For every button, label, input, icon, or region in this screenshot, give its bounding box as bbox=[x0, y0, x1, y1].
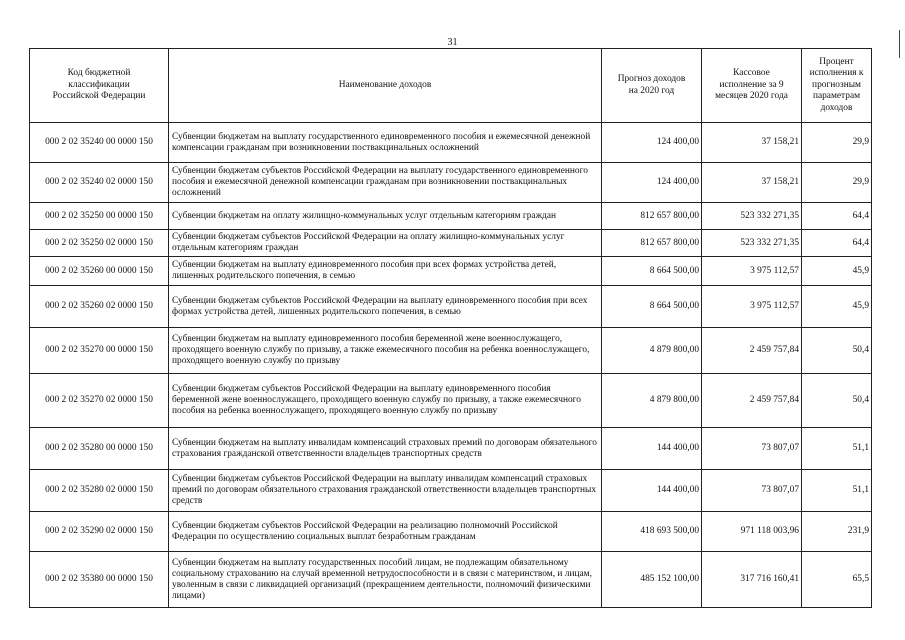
table-row bbox=[30, 552, 872, 608]
cell-name: Субвенции бюджетам субъектов Российской Федерации на выплату единовременного пособия при всех формах устройства детей, лишенных родительского попечения, в семью bbox=[169, 286, 602, 328]
cell-code: 000 2 02 35240 02 0000 150 bbox=[30, 163, 169, 203]
cell-code: 000 2 02 35280 02 0000 150 bbox=[30, 470, 169, 512]
cell-code: 000 2 02 35260 00 0000 150 bbox=[30, 257, 169, 286]
cell-forecast: 8 664 500,00 bbox=[602, 257, 702, 286]
cell-percent: 64,4 bbox=[802, 230, 872, 257]
cell-forecast: 485 152 100,00 bbox=[602, 552, 702, 608]
cell-name: Субвенции бюджетам на оплату жилищно-коммунальных услуг отдельным категориям граждан bbox=[169, 203, 602, 230]
cell-forecast: 8 664 500,00 bbox=[602, 286, 702, 328]
cell-name: Субвенции бюджетам на выплату инвалидам компенсаций страховых премий по договорам обязательного страхования гражданской ответственности владельцев транспортных средств bbox=[169, 428, 602, 470]
cell-code: 000 2 02 35250 02 0000 150 bbox=[30, 230, 169, 257]
cell-percent: 29,9 bbox=[802, 123, 872, 163]
table-row bbox=[30, 428, 872, 470]
table-row bbox=[30, 512, 872, 552]
table-row bbox=[30, 286, 872, 328]
cell-cash: 2 459 757,84 bbox=[702, 374, 802, 428]
cell-percent: 45,9 bbox=[802, 257, 872, 286]
header-forecast: Прогноз доходов на 2020 год bbox=[602, 49, 702, 123]
cell-name: Субвенции бюджетам на выплату единовременного пособия беременной жене военнослужащего, проходящего военную службу по призыву, а также ежемесячного пособия на ребенка военнослужащего, проходящего военную службу по призыву bbox=[169, 328, 602, 374]
table-row bbox=[30, 203, 872, 230]
table-row bbox=[30, 257, 872, 286]
cell-percent: 29,9 bbox=[802, 163, 872, 203]
cell-percent: 65,5 bbox=[802, 552, 872, 608]
cell-percent: 45,9 bbox=[802, 286, 872, 328]
header-name: Наименование доходов bbox=[169, 49, 602, 123]
cell-code: 000 2 02 35380 00 0000 150 bbox=[30, 552, 169, 608]
cell-cash: 971 118 003,96 bbox=[702, 512, 802, 552]
header-percent: Процент исполнения к прогнозным параметрам доходов bbox=[802, 49, 872, 123]
cell-forecast: 4 879 800,00 bbox=[602, 328, 702, 374]
cell-name: Субвенции бюджетам на выплату государственного единовременного пособия и ежемесячной денежной компенсации гражданам при возникновении поствакцинальных осложнений bbox=[169, 123, 602, 163]
cell-name: Субвенции бюджетам на выплату единовременного пособия при всех формах устройства детей, лишенных родительского попечения, в семью bbox=[169, 257, 602, 286]
cell-forecast: 144 400,00 bbox=[602, 428, 702, 470]
table-row bbox=[30, 328, 872, 374]
cell-name: Субвенции бюджетам субъектов Российской Федерации на выплату единовременного пособия беременной жене военнослужащего, проходящего военную службу по призыву, а также ежемесячного пособия на ребенка военнослужащего, проходящего военную службу по призыву bbox=[169, 374, 602, 428]
cell-cash: 523 332 271,35 bbox=[702, 230, 802, 257]
header-cash: Кассовое исполнение за 9 месяцев 2020 года bbox=[702, 49, 802, 123]
cell-code: 000 2 02 35250 00 0000 150 bbox=[30, 203, 169, 230]
cell-cash: 73 807,07 bbox=[702, 470, 802, 512]
table-header-row bbox=[30, 49, 872, 123]
cell-cash: 523 332 271,35 bbox=[702, 203, 802, 230]
cell-name: Субвенции бюджетам субъектов Российской Федерации на выплату инвалидам компенсаций страховых премий по договорам обязательного страхования гражданской ответственности владельцев транспортных средств bbox=[169, 470, 602, 512]
page-number: 31 bbox=[447, 37, 458, 48]
cell-percent: 50,4 bbox=[802, 374, 872, 428]
edge-mark bbox=[899, 30, 900, 58]
cell-code: 000 2 02 35270 00 0000 150 bbox=[30, 328, 169, 374]
cell-percent: 64,4 bbox=[802, 203, 872, 230]
cell-forecast: 812 657 800,00 bbox=[602, 203, 702, 230]
cell-cash: 317 716 160,41 bbox=[702, 552, 802, 608]
cell-cash: 3 975 112,57 bbox=[702, 257, 802, 286]
cell-percent: 50,4 bbox=[802, 328, 872, 374]
table-row bbox=[30, 374, 872, 428]
cell-cash: 3 975 112,57 bbox=[702, 286, 802, 328]
cell-forecast: 124 400,00 bbox=[602, 123, 702, 163]
cell-name: Субвенции бюджетам субъектов Российской Федерации на оплату жилищно-коммунальных услуг отдельным категориям граждан bbox=[169, 230, 602, 257]
cell-code: 000 2 02 35260 02 0000 150 bbox=[30, 286, 169, 328]
cell-forecast: 812 657 800,00 bbox=[602, 230, 702, 257]
cell-forecast: 418 693 500,00 bbox=[602, 512, 702, 552]
cell-name: Субвенции бюджетам субъектов Российской Федерации на выплату государственного единовременного пособия и ежемесячной денежной компенсации гражданам при возникновении поствакцинальных осложнений bbox=[169, 163, 602, 203]
table-row bbox=[30, 230, 872, 257]
cell-percent: 231,9 bbox=[802, 512, 872, 552]
cell-cash: 37 158,21 bbox=[702, 163, 802, 203]
table-row bbox=[30, 123, 872, 163]
cell-code: 000 2 02 35270 02 0000 150 bbox=[30, 374, 169, 428]
cell-percent: 51,1 bbox=[802, 428, 872, 470]
table-row bbox=[30, 163, 872, 203]
cell-cash: 73 807,07 bbox=[702, 428, 802, 470]
cell-name: Субвенции бюджетам на выплату государственных пособий лицам, не подлежащим обязательному социальному страхованию на случай временной нетрудоспособности и в связи с материнством, и лицам, уволенным в связи с ликвидацией организаций (прекращением деятельности, полномочий физическими лицами) bbox=[169, 552, 602, 608]
cell-forecast: 4 879 800,00 bbox=[602, 374, 702, 428]
table-row bbox=[30, 470, 872, 512]
cell-cash: 2 459 757,84 bbox=[702, 328, 802, 374]
cell-code: 000 2 02 35240 00 0000 150 bbox=[30, 123, 169, 163]
revenue-table bbox=[29, 48, 872, 608]
cell-name: Субвенции бюджетам субъектов Российской Федерации на реализацию полномочий Российской Федерации по осуществлению социальных выплат безработным гражданам bbox=[169, 512, 602, 552]
cell-cash: 37 158,21 bbox=[702, 123, 802, 163]
cell-forecast: 144 400,00 bbox=[602, 470, 702, 512]
cell-code: 000 2 02 35290 02 0000 150 bbox=[30, 512, 169, 552]
cell-code: 000 2 02 35280 00 0000 150 bbox=[30, 428, 169, 470]
cell-percent: 51,1 bbox=[802, 470, 872, 512]
cell-forecast: 124 400,00 bbox=[602, 163, 702, 203]
header-code: Код бюджетной классификации Российской Федерации bbox=[30, 49, 169, 123]
